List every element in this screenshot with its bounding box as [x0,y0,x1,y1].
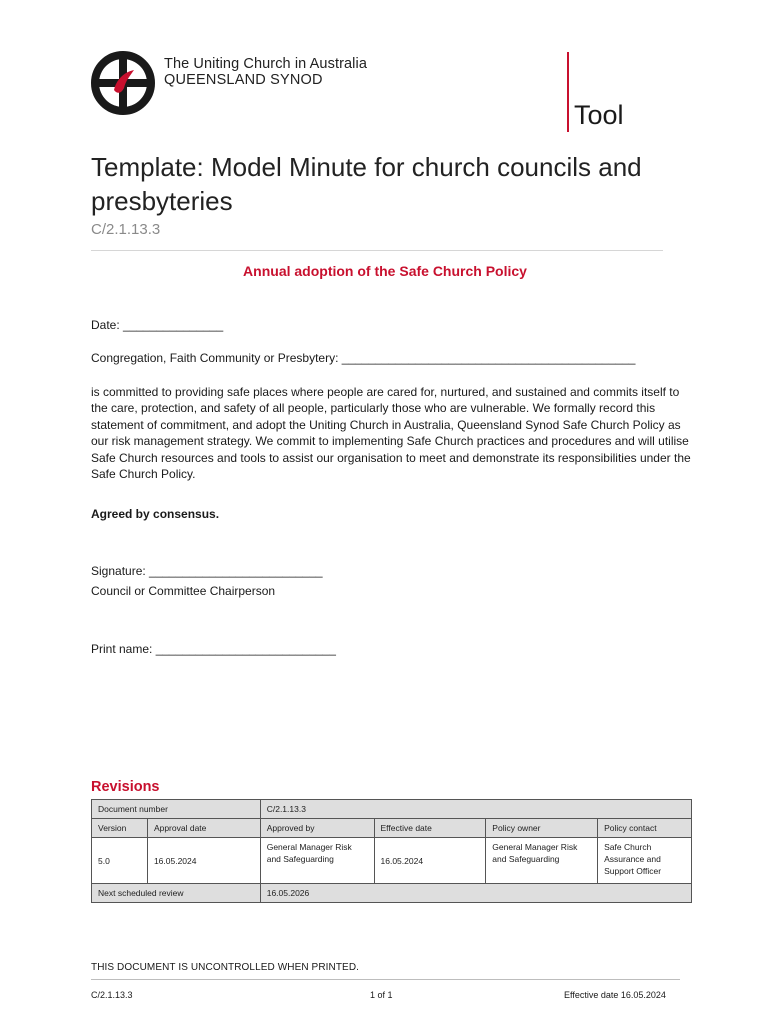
table-cell: 16.05.2024 [147,838,260,884]
col-header: Policy owner [486,819,598,838]
title-divider [91,250,663,251]
next-review-label: Next scheduled review [92,884,261,903]
signature-role: Council or Committee Chairperson [91,584,276,598]
org-name-line1: The Uniting Church in Australia [164,56,367,72]
revisions-heading: Revisions [91,779,160,795]
footer-divider [91,979,680,980]
footer-doc-code: C/2.1.13.3 [91,990,133,1000]
table-cell: General Manager Risk and Safeguarding [486,838,598,884]
section-heading: Annual adoption of the Safe Church Policy [243,263,527,279]
table-row [92,838,692,884]
date-field: Date: _______________ [91,318,224,332]
col-header: Policy contact [598,819,692,838]
document-code: C/2.1.13.3 [91,221,161,238]
doc-type-label: Tool [574,100,624,130]
print-name-field: Print name: ___________________________ [91,642,336,656]
header-divider [567,52,569,132]
footer-page-number: 1 of 1 [370,990,393,1000]
uniting-church-logo [90,50,156,116]
congregation-field: Congregation, Faith Community or Presbytery: ____________________________________________ [91,351,636,365]
col-header: Version [92,819,148,838]
table-header-row [92,819,692,838]
col-header: Effective date [374,819,486,838]
col-header: Approved by [260,819,374,838]
doc-number-value: C/2.1.13.3 [260,800,691,819]
signature-field: Signature: __________________________ [91,564,323,578]
table-row [92,884,692,903]
commitment-paragraph: is committed to providing safe places where people are cared for, nurtured, and sustained and commits itself to the care, protection, and safety of all people, particularly those who are vulnerable. We formally record this statement of commitment, and adopt the Uniting Church in Australia, Queensland Synod Safe Church Policy as our risk management strategy. We commit to implementing Safe Church practices and procedures and will utilise Safe Church resources and tools to assist our organisation to meet and demonstrate its responsibilities under the Safe Church Policy. [91,385,691,482]
uncontrolled-notice: THIS DOCUMENT IS UNCONTROLLED WHEN PRINTED. [91,962,360,973]
table-cell: General Manager Risk and Safeguarding [260,838,374,884]
footer-effective-date: Effective date 16.05.2024 [564,990,666,1000]
table-cell: Safe Church Assurance and Support Officer [598,838,692,884]
agreed-statement: Agreed by consensus. [91,507,220,521]
org-name-line2: QUEENSLAND SYNOD [164,72,323,88]
table-row [92,800,692,819]
table-cell: 5.0 [92,838,148,884]
next-review-value: 16.05.2026 [260,884,691,903]
doc-number-label: Document number [92,800,261,819]
col-header: Approval date [147,819,260,838]
page-title: Template: Model Minute for church councils and presbyteries [91,152,642,216]
revisions-table [91,799,692,903]
table-cell: 16.05.2024 [374,838,486,884]
